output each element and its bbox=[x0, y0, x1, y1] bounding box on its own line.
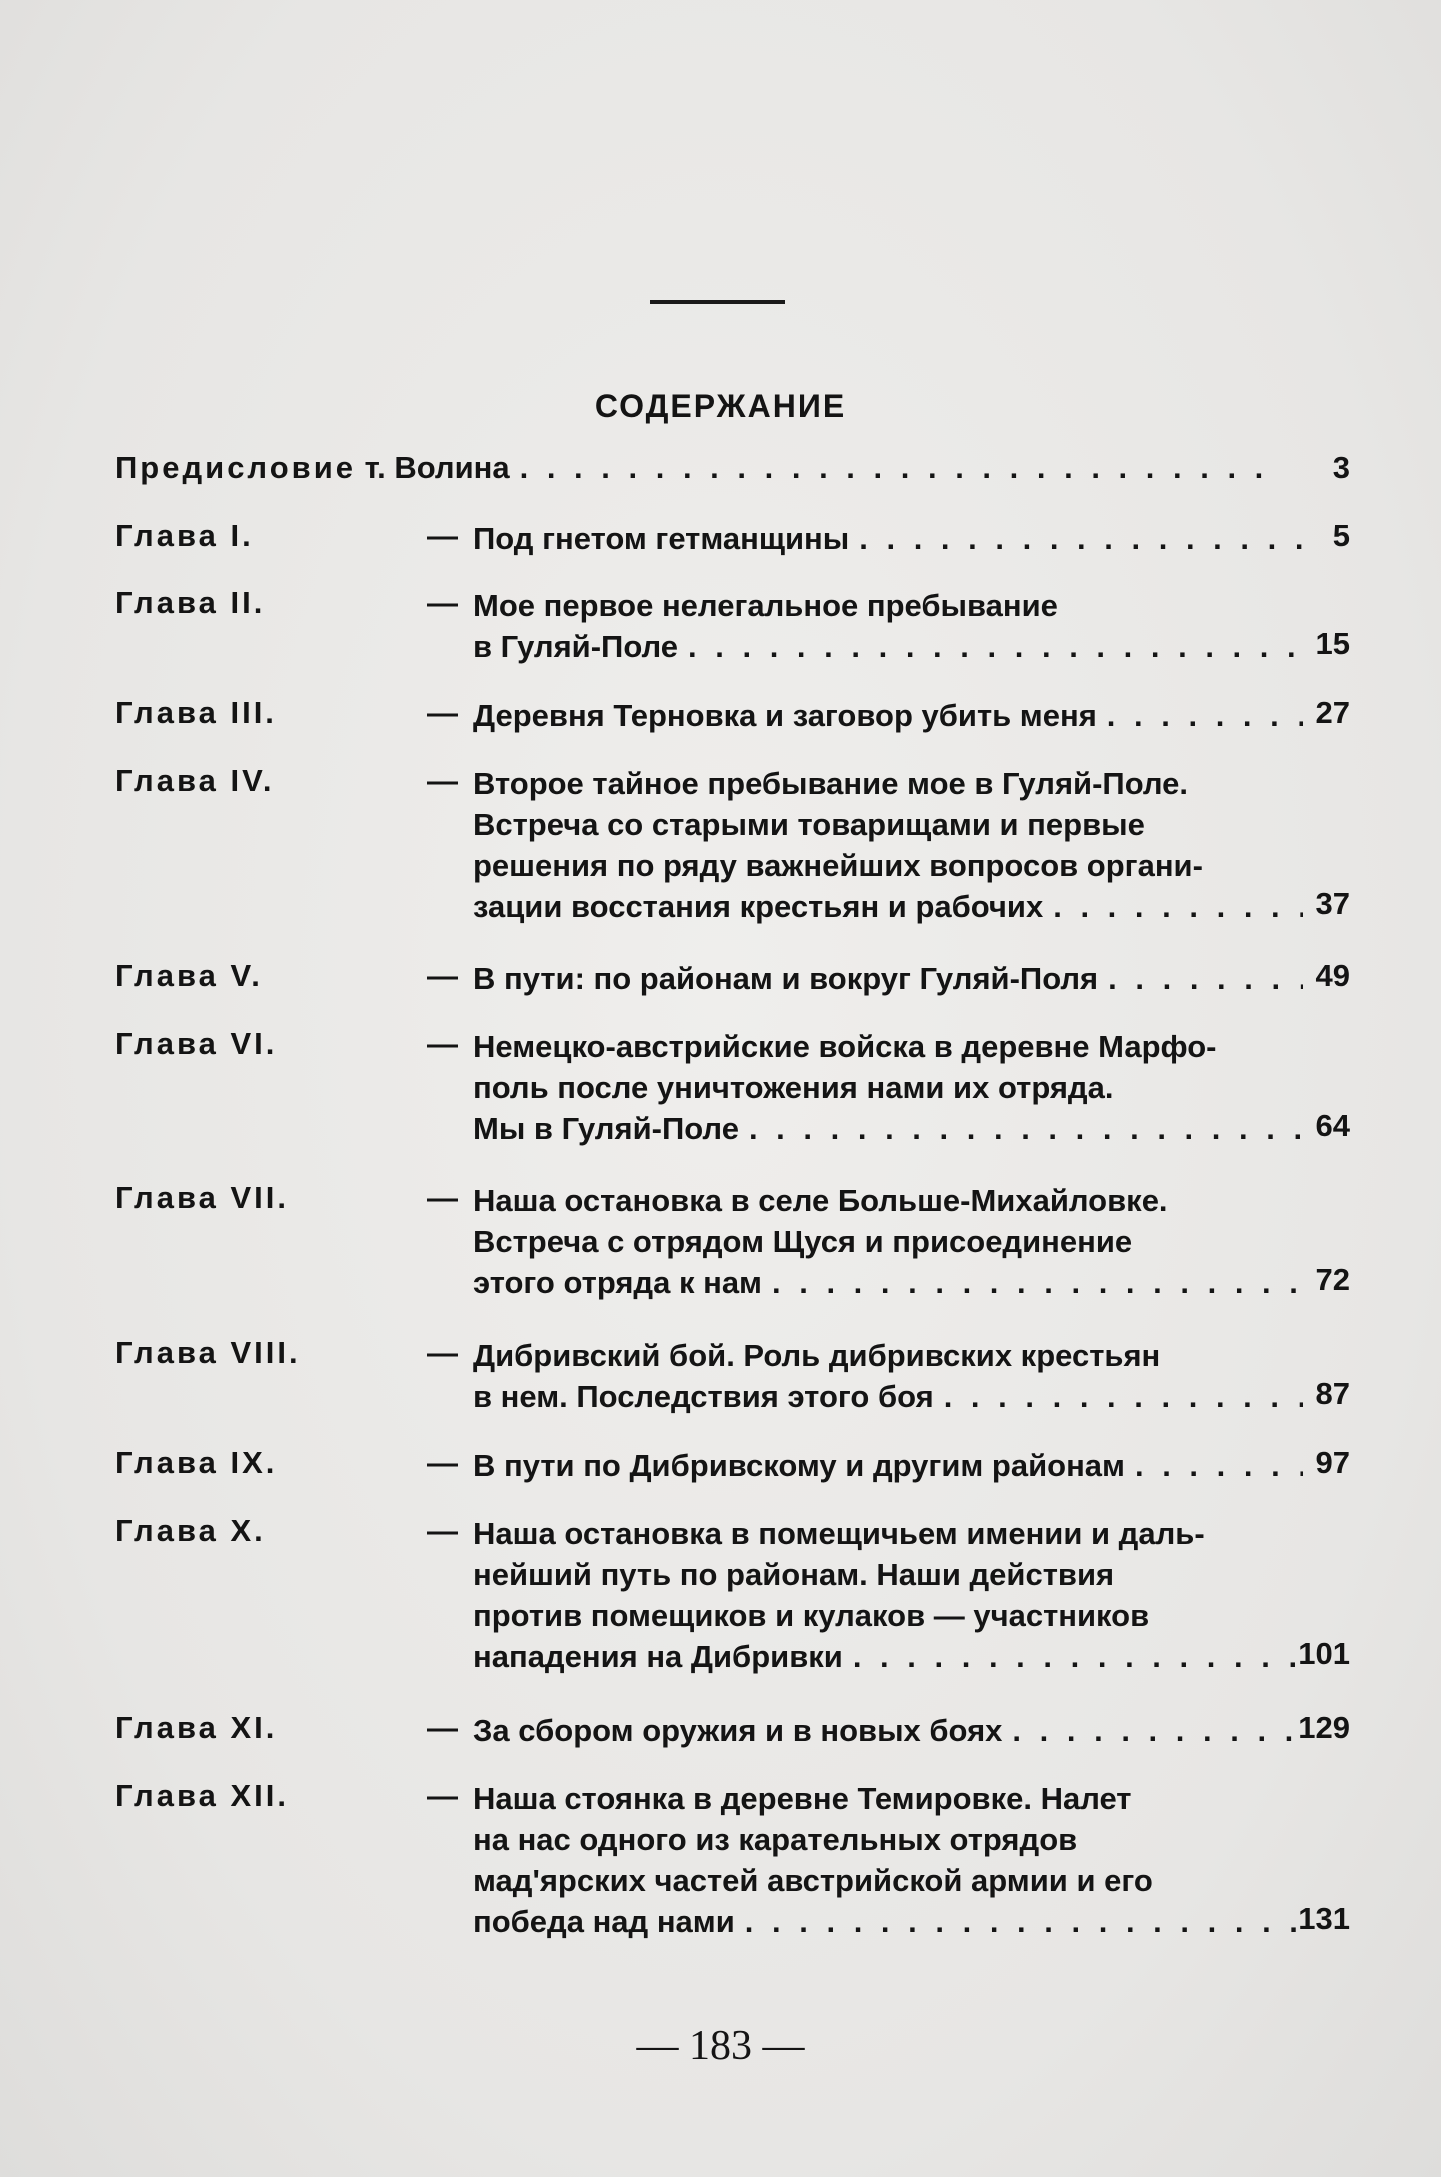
chapter-title-text: Немецко-австрийские войска в деревне Марфо- bbox=[473, 1029, 1217, 1064]
dot-leader bbox=[1053, 886, 1303, 927]
page-number: — 183 — bbox=[636, 2023, 805, 2069]
chapter-title-line bbox=[473, 1710, 1303, 1751]
chapter-title-text: на нас одного из карательных отрядов bbox=[473, 1822, 1078, 1857]
chapter-title-line bbox=[473, 626, 1303, 667]
chapter-page: 15 bbox=[1315, 626, 1350, 661]
chapter-title bbox=[473, 1026, 1303, 1149]
chapter-title-text: Деревня Терновка и заговор убить меня bbox=[473, 698, 1097, 733]
chapter-title-text: Второе тайное пребывание мое в Гуляй-Поле. bbox=[473, 766, 1188, 801]
dot-leader bbox=[745, 1901, 1303, 1942]
chapter-title-line bbox=[473, 763, 1303, 804]
chapter-page: 97 bbox=[1315, 1445, 1350, 1480]
chapter-title bbox=[473, 763, 1303, 927]
chapter-title-text: За сбором оружия и в новых боях bbox=[473, 1713, 1003, 1748]
chapter-title-text: В пути: по районам и вокруг Гуляй-Поля bbox=[473, 961, 1099, 996]
toc-heading: СОДЕРЖАНИЕ bbox=[594, 388, 847, 424]
chapter-page: 27 bbox=[1315, 695, 1350, 730]
chapter-dash: — bbox=[427, 1445, 458, 1480]
chapter-title bbox=[473, 1445, 1303, 1486]
chapter-label: Глава VIII. bbox=[115, 1335, 301, 1370]
chapter-title-line bbox=[473, 1108, 1303, 1149]
chapter-title-text: Мое первое нелегальное пребывание bbox=[473, 588, 1058, 623]
chapter-title-line bbox=[473, 1901, 1303, 1942]
chapter-title-text: победа над нами bbox=[473, 1904, 735, 1939]
chapter-title-line bbox=[473, 958, 1303, 999]
chapter-title-line bbox=[473, 1026, 1303, 1067]
chapter-title-line bbox=[473, 1376, 1303, 1417]
chapter-title bbox=[473, 1513, 1303, 1677]
chapter-title-text: нейший путь по районам. Наши действия bbox=[473, 1557, 1115, 1592]
chapter-page: 64 bbox=[1315, 1108, 1350, 1143]
chapter-label: Глава IV. bbox=[115, 763, 275, 798]
chapter-title-line bbox=[473, 695, 1303, 736]
chapter-dash: — bbox=[427, 1335, 458, 1370]
chapter-title-text: Дибривский бой. Роль дибривских крестьян bbox=[473, 1338, 1161, 1373]
chapter-title-text: Мы в Гуляй-Поле bbox=[473, 1111, 739, 1146]
chapter-title-line bbox=[473, 585, 1303, 626]
chapter-dash: — bbox=[427, 585, 458, 620]
chapter-page: 101 bbox=[1298, 1636, 1350, 1671]
chapter-label: Глава XI. bbox=[115, 1710, 278, 1745]
chapter-title-line bbox=[473, 1262, 1303, 1303]
dot-leader bbox=[1012, 1710, 1303, 1751]
dot-leader bbox=[772, 1262, 1303, 1303]
chapter-dash: — bbox=[427, 1710, 458, 1745]
toc-entry-preface bbox=[115, 450, 1350, 486]
chapter-title-text: решения по ряду важнейших вопросов органи- bbox=[473, 848, 1203, 883]
chapter-title-text: Наша остановка в селе Больше-Михайловке. bbox=[473, 1183, 1168, 1218]
chapter-title-text: Под гнетом гетманщины bbox=[473, 521, 850, 556]
chapter-title-line bbox=[473, 1513, 1303, 1554]
chapter-page: 37 bbox=[1315, 886, 1350, 921]
dot-leader bbox=[944, 1376, 1303, 1417]
chapter-dash: — bbox=[427, 1180, 458, 1215]
chapter-title-text: в Гуляй-Поле bbox=[473, 629, 679, 664]
chapter-dash: — bbox=[427, 518, 458, 553]
chapter-label: Глава X. bbox=[115, 1513, 266, 1548]
chapter-label: Глава II. bbox=[115, 585, 266, 620]
chapter-label: Глава XII. bbox=[115, 1778, 289, 1813]
chapter-title-text: Встреча с отрядом Щуся и присоединение bbox=[473, 1224, 1133, 1259]
chapter-title-line bbox=[473, 1819, 1303, 1860]
chapter-title-line bbox=[473, 1335, 1303, 1376]
chapter-title-line bbox=[473, 886, 1303, 927]
chapter-title bbox=[473, 1335, 1303, 1417]
chapter-dash: — bbox=[427, 695, 458, 730]
chapter-title-text: против помещиков и кулаков — участников bbox=[473, 1598, 1150, 1633]
dot-leader bbox=[859, 518, 1303, 559]
chapter-label: Глава VII. bbox=[115, 1180, 289, 1215]
chapter-title-line bbox=[473, 1445, 1303, 1486]
chapter-title-text: этого отряда к нам bbox=[473, 1265, 762, 1300]
chapter-title-text: нападения на Дибривки bbox=[473, 1639, 843, 1674]
chapter-title-text: поль после уничтожения нами их отряда. bbox=[473, 1070, 1114, 1105]
dot-leader bbox=[853, 1636, 1303, 1677]
dot-leader bbox=[749, 1108, 1303, 1149]
chapter-dash: — bbox=[427, 958, 458, 993]
chapter-title-line bbox=[473, 1221, 1303, 1262]
chapter-dash: — bbox=[427, 1778, 458, 1813]
preface-page: 3 bbox=[1332, 450, 1350, 485]
chapter-label: Глава VI. bbox=[115, 1026, 278, 1061]
chapter-page: 72 bbox=[1315, 1262, 1350, 1297]
chapter-title bbox=[473, 1778, 1303, 1942]
chapter-title-line bbox=[473, 1860, 1303, 1901]
chapter-title-line bbox=[473, 804, 1303, 845]
chapter-dash: — bbox=[427, 763, 458, 798]
dot-leader bbox=[688, 626, 1303, 667]
chapter-page: 5 bbox=[1332, 518, 1350, 553]
chapter-label: Глава IX. bbox=[115, 1445, 278, 1480]
chapter-page: 49 bbox=[1315, 958, 1350, 993]
chapter-title-line bbox=[473, 1180, 1303, 1221]
chapter-label: Глава III. bbox=[115, 695, 277, 730]
heading-rule bbox=[650, 300, 785, 304]
chapter-title-line bbox=[473, 1067, 1303, 1108]
dot-leader bbox=[520, 450, 1280, 486]
chapter-label: Глава I. bbox=[115, 518, 254, 553]
chapter-label: Глава V. bbox=[115, 958, 263, 993]
chapter-title bbox=[473, 958, 1303, 999]
chapter-title-text: В пути по Дибривскому и другим районам bbox=[473, 1448, 1125, 1483]
chapter-dash: — bbox=[427, 1026, 458, 1061]
chapter-title bbox=[473, 695, 1303, 736]
chapter-dash: — bbox=[427, 1513, 458, 1548]
chapter-page: 87 bbox=[1315, 1376, 1350, 1411]
chapter-title-line bbox=[473, 845, 1303, 886]
chapter-title-line bbox=[473, 1595, 1303, 1636]
chapter-title-text: в нем. Последствия этого боя bbox=[473, 1379, 934, 1414]
chapter-title-text: Наша остановка в помещичьем имении и даль- bbox=[473, 1516, 1205, 1551]
chapter-page: 131 bbox=[1298, 1901, 1350, 1936]
preface-author: т. Волина bbox=[364, 450, 510, 485]
chapter-title-text: зации восстания крестьян и рабочих bbox=[473, 889, 1044, 924]
chapter-title bbox=[473, 1180, 1303, 1303]
chapter-title bbox=[473, 518, 1303, 559]
chapter-title-text: мад'ярских частей австрийской армии и его bbox=[473, 1863, 1153, 1898]
chapter-title bbox=[473, 585, 1303, 667]
chapter-page: 129 bbox=[1298, 1710, 1350, 1745]
chapter-title-line bbox=[473, 1778, 1303, 1819]
chapter-title-line bbox=[473, 1554, 1303, 1595]
chapter-title-text: Наша стоянка в деревне Темировке. Налет bbox=[473, 1781, 1132, 1816]
preface-label: Предисловие bbox=[115, 450, 357, 485]
chapter-title bbox=[473, 1710, 1303, 1751]
chapter-title-line bbox=[473, 518, 1303, 559]
chapter-title-text: Встреча со старыми товарищами и первые bbox=[473, 807, 1145, 842]
chapter-title-line bbox=[473, 1636, 1303, 1677]
